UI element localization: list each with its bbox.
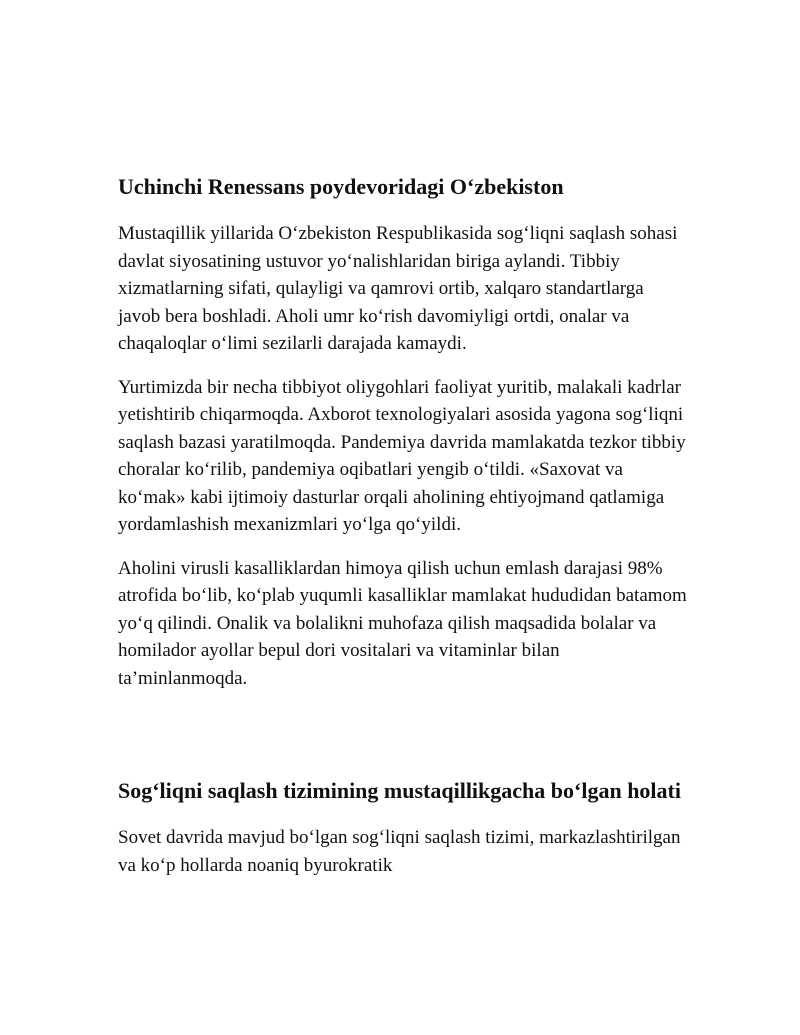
section-mustaqillikgacha-holati [118,776,688,879]
section-uchinchi-renessans [118,172,688,692]
paragraph: Aholini virusli kasalliklardan himoya qilish uchun emlash darajasi 98% atrofida bo‘lib, ko‘plab yuqumli kasalliklar mamlakat hududidan batamom yo‘q qilindi. Onalik va bolalikni muhofaza qilish maqsadida bolalar va homilador ayollar bepul dori vositalari va vitaminlar bilan ta’minlanmoqda. [118,557,687,689]
document-content [118,172,688,895]
paragraph: Yurtimizda bir necha tibbiyot oliygohlari faoliyat yuritib, malakali kadrlar yetishtirib chiqarmoqda. Axborot texnologiyalari asosida yagona sog‘liqni saqlash bazasi yaratilmoqda. Pandemiya davrida mamlakatda tezkor tibbiy choralar ko‘rilib, pandemiya oqibatlari yengib o‘tildi. «Saxovat va ko‘mak» kabi ijtimoiy dasturlar orqali aholining ehtiyojmand qatlamiga yordamlashish mexanizmlari yo‘lga qo‘yildi. [118,376,686,535]
section-heading: Uchinchi Renessans poydevoridagi O‘zbekiston [118,174,564,199]
paragraph: Mustaqillik yillarida O‘zbekiston Respublikasida sog‘liqni saqlash sohasi davlat siyosatining ustuvor yo‘nalishlaridan biriga aylandi. Tibbiy xizmatlarning sifati, qulayligi va qamrovi ortib, xalqaro standartlarga javob bera boshladi. Aholi umr ko‘rish davomiyligi ortdi, onalar va chaqaloqlar o‘limi sezilarli darajada kamaydi. [118,223,678,354]
section-heading: Sog‘liqni saqlash tizimining mustaqillikgacha bo‘lgan holati [118,778,681,803]
paragraph: Sovet davrida mavjud bo‘lgan sog‘liqni saqlash tizimi, markazlashtirilgan va ko‘p hollarda noaniq byurokratik [118,827,681,876]
